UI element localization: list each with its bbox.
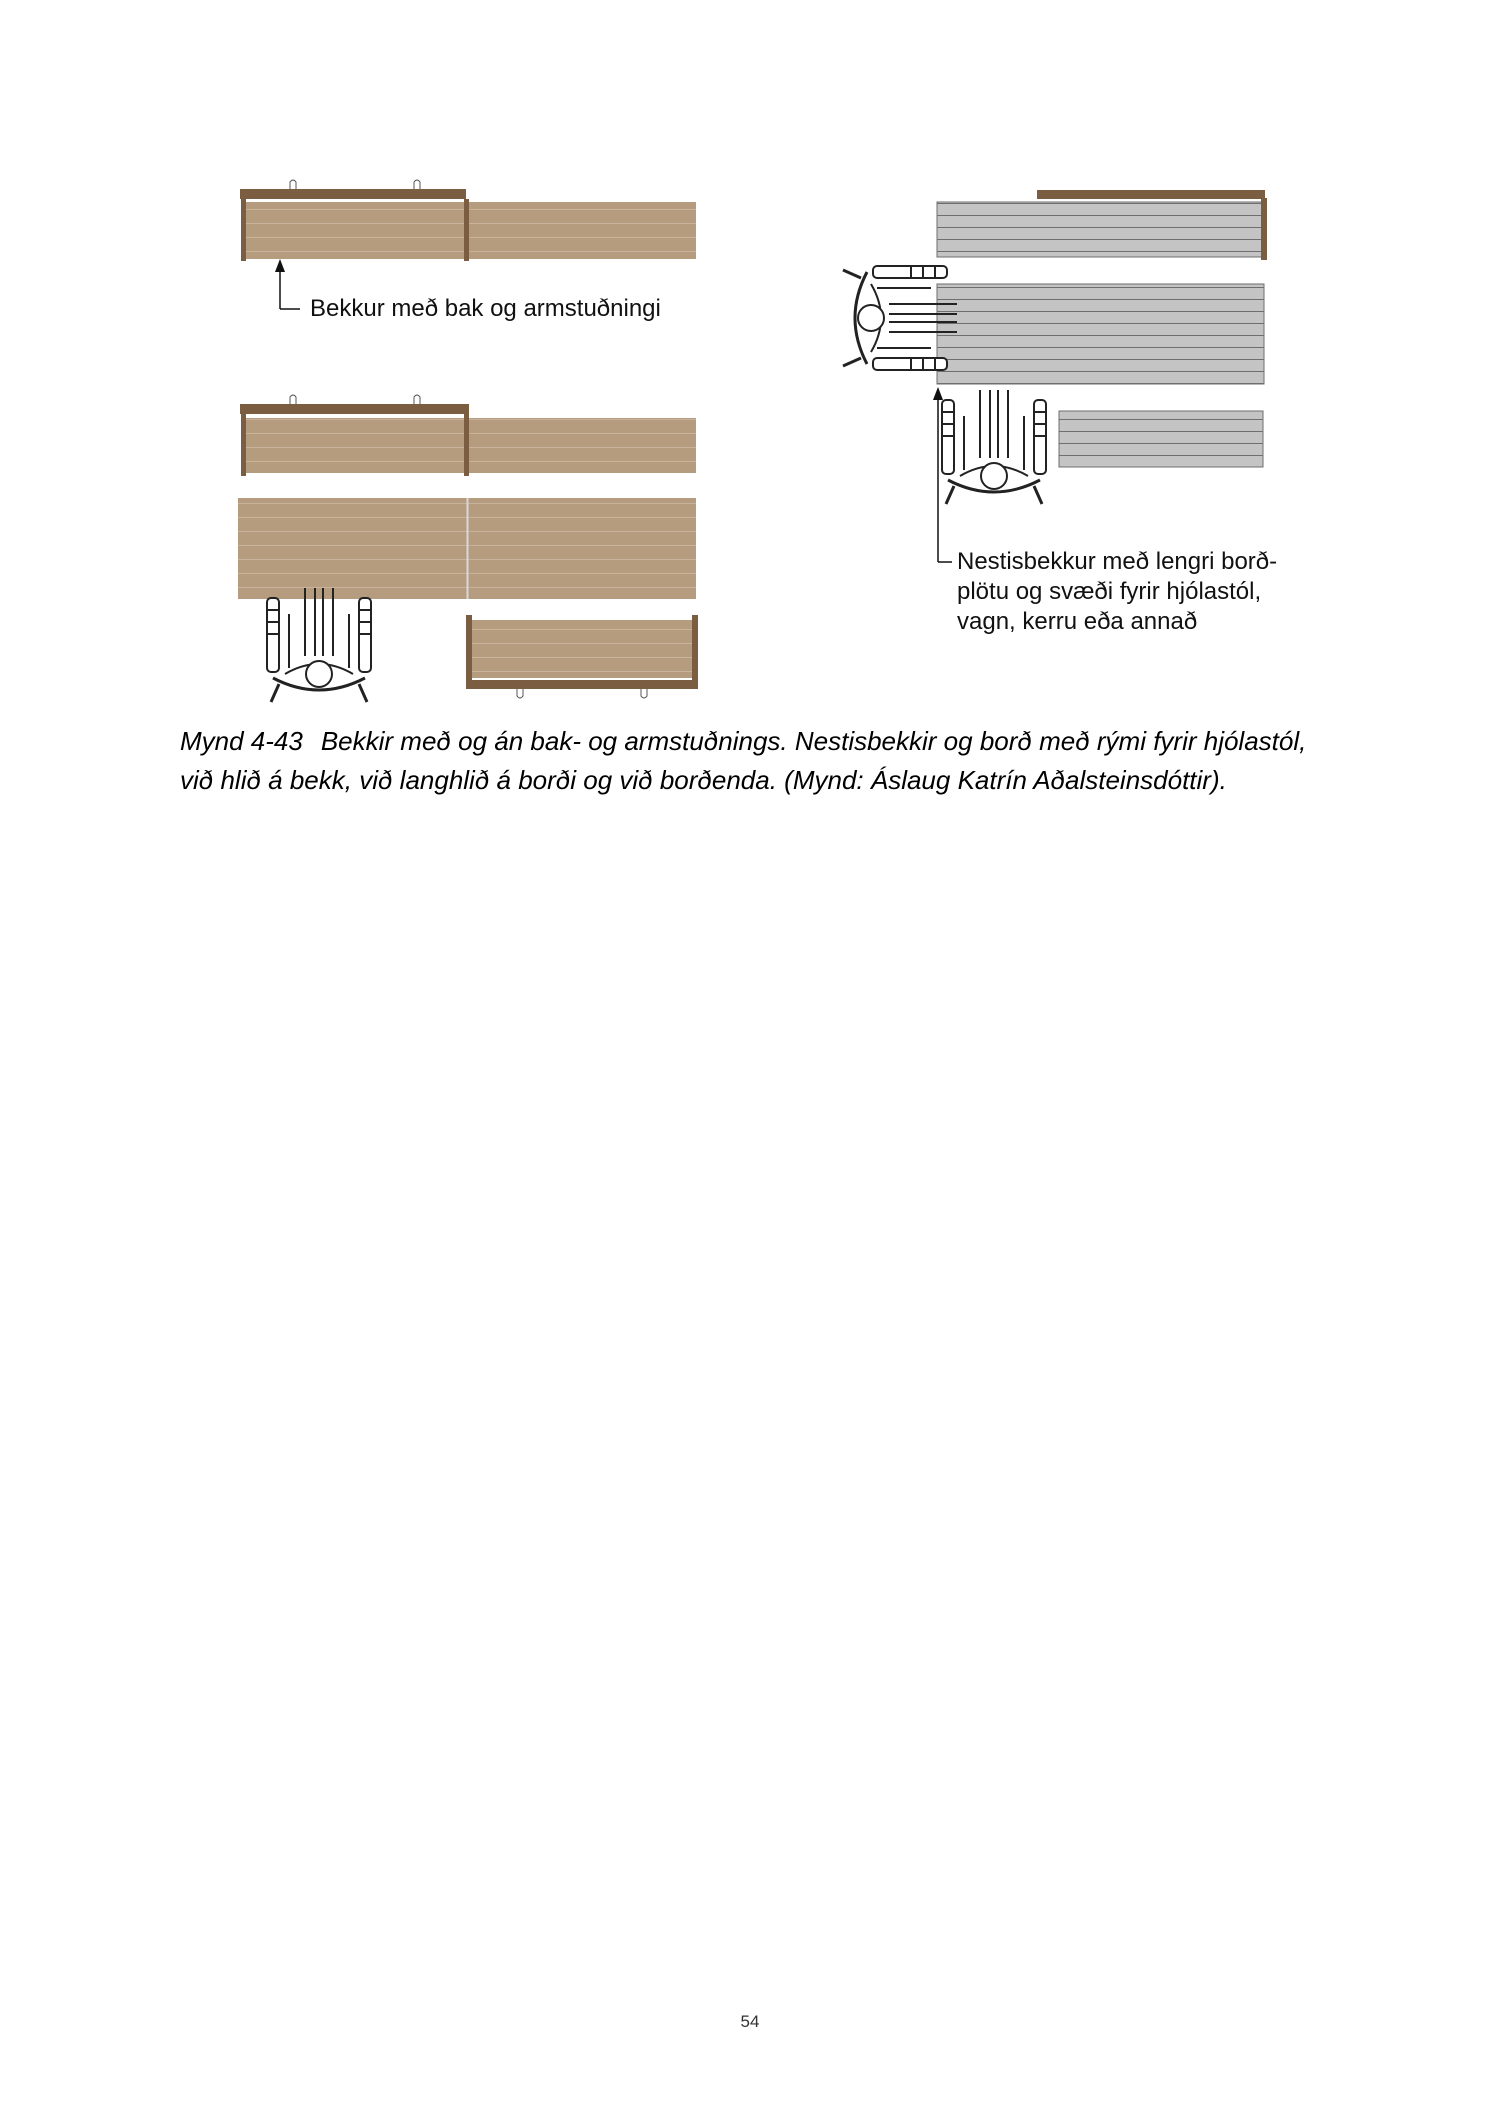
picnic-bench-lower-right bbox=[1059, 411, 1263, 467]
page-number: 54 bbox=[740, 2012, 760, 2031]
bench-with-back-top bbox=[240, 180, 696, 261]
bench-label: Bekkur með bak og armstuðningi bbox=[310, 295, 661, 322]
figure-caption-text: Bekkir með og án bak- og armstuðnings. Nestisbekkir og borð með rými fyrir hjólastól, við hlið á bekk, við langhlið á borði og við borðenda. (Mynd: Áslaug Katrín Aðalsteinsdóttir). bbox=[180, 726, 1307, 795]
picnic-table-left bbox=[238, 498, 696, 599]
bench-lower-left bbox=[466, 615, 698, 698]
picnic-label-line-2: plötu og svæði fyrir hjólastól, bbox=[957, 578, 1262, 605]
picnic-label-line-3: vagn, kerru eða annað bbox=[957, 608, 1198, 635]
wheelchair-user-long-side bbox=[942, 390, 1046, 504]
picnic-table-right bbox=[937, 284, 1264, 384]
figure-number: Mynd 4-43 bbox=[180, 726, 303, 756]
wheelchair-user-left bbox=[267, 588, 371, 702]
figure-benches-illustration bbox=[0, 0, 1500, 720]
bench-with-back-middle bbox=[240, 395, 696, 476]
picnic-bench-top-right bbox=[937, 190, 1267, 260]
picnic-label-line-1: Nestisbekkur með lengri borð- bbox=[957, 548, 1278, 575]
figure-caption bbox=[180, 722, 1340, 800]
bench-label-pointer bbox=[275, 259, 300, 309]
